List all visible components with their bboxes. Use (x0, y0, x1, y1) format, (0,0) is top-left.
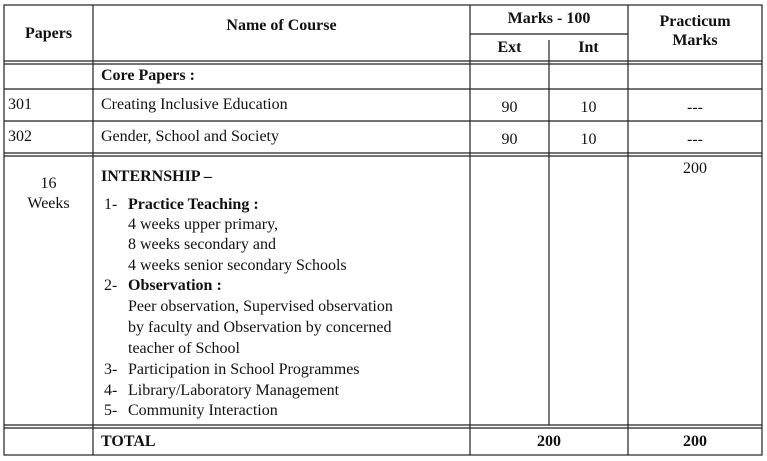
list-item-line: teacher of School (128, 340, 240, 357)
header-name-of-course: Name of Course (226, 17, 337, 34)
header-practicum-line2: Marks (672, 32, 718, 49)
internship-duration-unit: Weeks (27, 195, 70, 212)
list-item-line: by faculty and Observation by concerned (128, 319, 392, 336)
header-marks: Marks - 100 (507, 10, 591, 27)
list-item-number: 2- (104, 277, 118, 294)
list-item-heading: Observation : (128, 277, 222, 294)
list-item-text: Participation in School Programmes (128, 361, 360, 378)
internship-title: INTERNSHIP – (101, 168, 212, 185)
practicum-marks: --- (687, 131, 703, 148)
practicum-marks: --- (687, 99, 703, 116)
list-item-line: 4 weeks senior secondary Schools (128, 257, 347, 274)
internship-duration-number: 16 (40, 175, 57, 192)
list-item-heading: Practice Teaching : (128, 196, 259, 213)
header-int: Int (578, 39, 599, 56)
internship-practicum: 200 (683, 160, 707, 177)
list-item-text: Library/Laboratory Management (128, 382, 340, 399)
int-marks: 10 (580, 131, 597, 148)
list-item-text: Community Interaction (128, 402, 278, 419)
total-label: TOTAL (101, 433, 156, 450)
list-item-number: 5- (104, 402, 118, 419)
list-item-number: 3- (104, 361, 118, 378)
core-papers-label: Core Papers : (101, 67, 195, 84)
total-marks: 200 (537, 433, 561, 450)
paper-code: 301 (8, 96, 32, 113)
list-item-number: 1- (104, 196, 118, 213)
ext-marks: 90 (501, 99, 518, 116)
list-item-number: 4- (104, 382, 118, 399)
total-practicum: 200 (683, 433, 707, 450)
ext-marks: 90 (501, 131, 518, 148)
list-item-line: 4 weeks upper primary, (128, 216, 279, 233)
course-name: Gender, School and Society (101, 128, 279, 145)
int-marks: 10 (580, 99, 597, 116)
list-item-line: 8 weeks secondary and (128, 236, 276, 253)
header-practicum-line1: Practicum (659, 13, 731, 30)
header-ext: Ext (497, 39, 522, 56)
paper-code: 302 (8, 128, 32, 145)
course-name: Creating Inclusive Education (101, 96, 288, 113)
list-item-line: Peer observation, Supervised observation (128, 298, 393, 315)
header-papers: Papers (24, 25, 73, 42)
